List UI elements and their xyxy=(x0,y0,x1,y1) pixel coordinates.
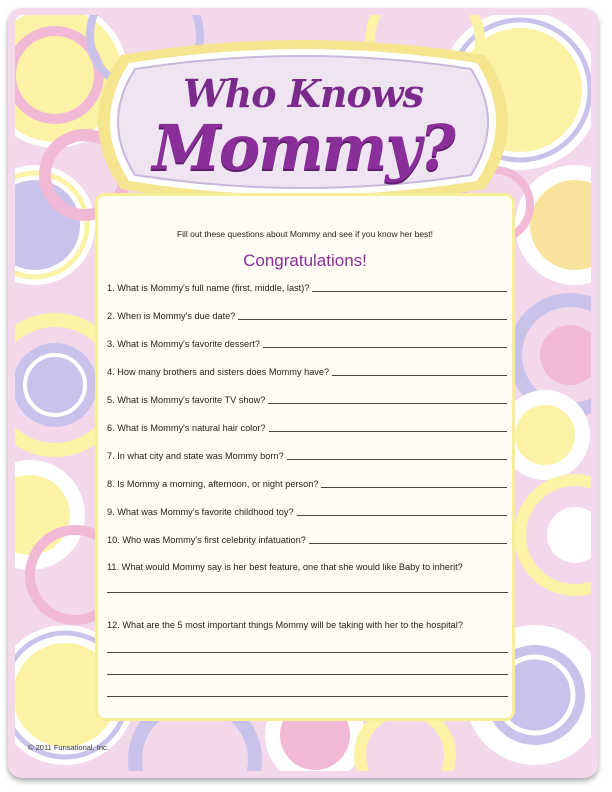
answer-line[interactable] xyxy=(297,506,507,516)
question-label: 9. What was Mommy's favorite childhood toy? xyxy=(107,507,294,517)
question-9 xyxy=(107,506,511,517)
answer-line-11[interactable] xyxy=(107,592,508,593)
question-8 xyxy=(107,478,511,489)
answer-line[interactable] xyxy=(287,450,507,460)
answer-line[interactable] xyxy=(312,282,507,292)
question-6 xyxy=(107,422,511,433)
title-line1: Who Knows xyxy=(183,71,423,116)
copyright-text: © 2011 Funsational, Inc. xyxy=(28,743,109,752)
question-7 xyxy=(107,450,511,461)
question-11 xyxy=(107,562,511,572)
answer-line[interactable] xyxy=(238,310,507,320)
question-2 xyxy=(107,310,511,321)
question-5 xyxy=(107,394,511,405)
answer-line[interactable] xyxy=(332,366,507,376)
intro-text: Fill out these questions about Mommy and see if you know her best! xyxy=(176,229,434,239)
answer-line-12a[interactable] xyxy=(107,652,508,653)
answer-line[interactable] xyxy=(269,422,507,432)
question-label: 6. What is Mommy's natural hair color? xyxy=(107,423,266,433)
question-12 xyxy=(107,620,511,630)
question-4 xyxy=(107,366,511,377)
question-label: 3. What is Mommy's favorite dessert? xyxy=(107,339,260,349)
question-label: 7. In what city and state was Mommy born? xyxy=(107,451,284,461)
answer-line-12b[interactable] xyxy=(107,674,508,675)
question-label: 1. What is Mommy's full name (first, middle, last)? xyxy=(107,283,310,293)
answer-line[interactable] xyxy=(268,394,507,404)
question-label: 4. How many brothers and sisters does Mommy have? xyxy=(107,367,330,377)
sheet-background xyxy=(15,15,591,771)
question-label: 12. What are the 5 most important things Mommy will be taking with her to the hospital? xyxy=(107,620,463,630)
question-label: 5. What is Mommy's favorite TV show? xyxy=(107,395,266,405)
answer-line[interactable] xyxy=(263,338,507,348)
answer-line-12c[interactable] xyxy=(107,696,508,697)
title-line2: Mommy? xyxy=(152,111,454,184)
title-block xyxy=(91,37,515,207)
question-label: 11. What would Mommy say is her best feature, one that she would like Baby to inherit? xyxy=(107,562,463,572)
heading-text: Congratulations! xyxy=(243,251,367,270)
question-3 xyxy=(107,338,511,349)
question-1 xyxy=(107,282,511,293)
question-label: 10. Who was Mommy's first celebrity infatuation? xyxy=(107,535,306,545)
question-10 xyxy=(107,534,511,545)
question-label: 8. Is Mommy a morning, afternoon, or night person? xyxy=(107,479,319,489)
questions-panel xyxy=(95,193,515,721)
answer-line[interactable] xyxy=(309,534,507,544)
answer-line[interactable] xyxy=(321,478,507,488)
question-label: 2. When is Mommy's due date? xyxy=(107,311,236,321)
invitation-sheet xyxy=(8,8,598,778)
